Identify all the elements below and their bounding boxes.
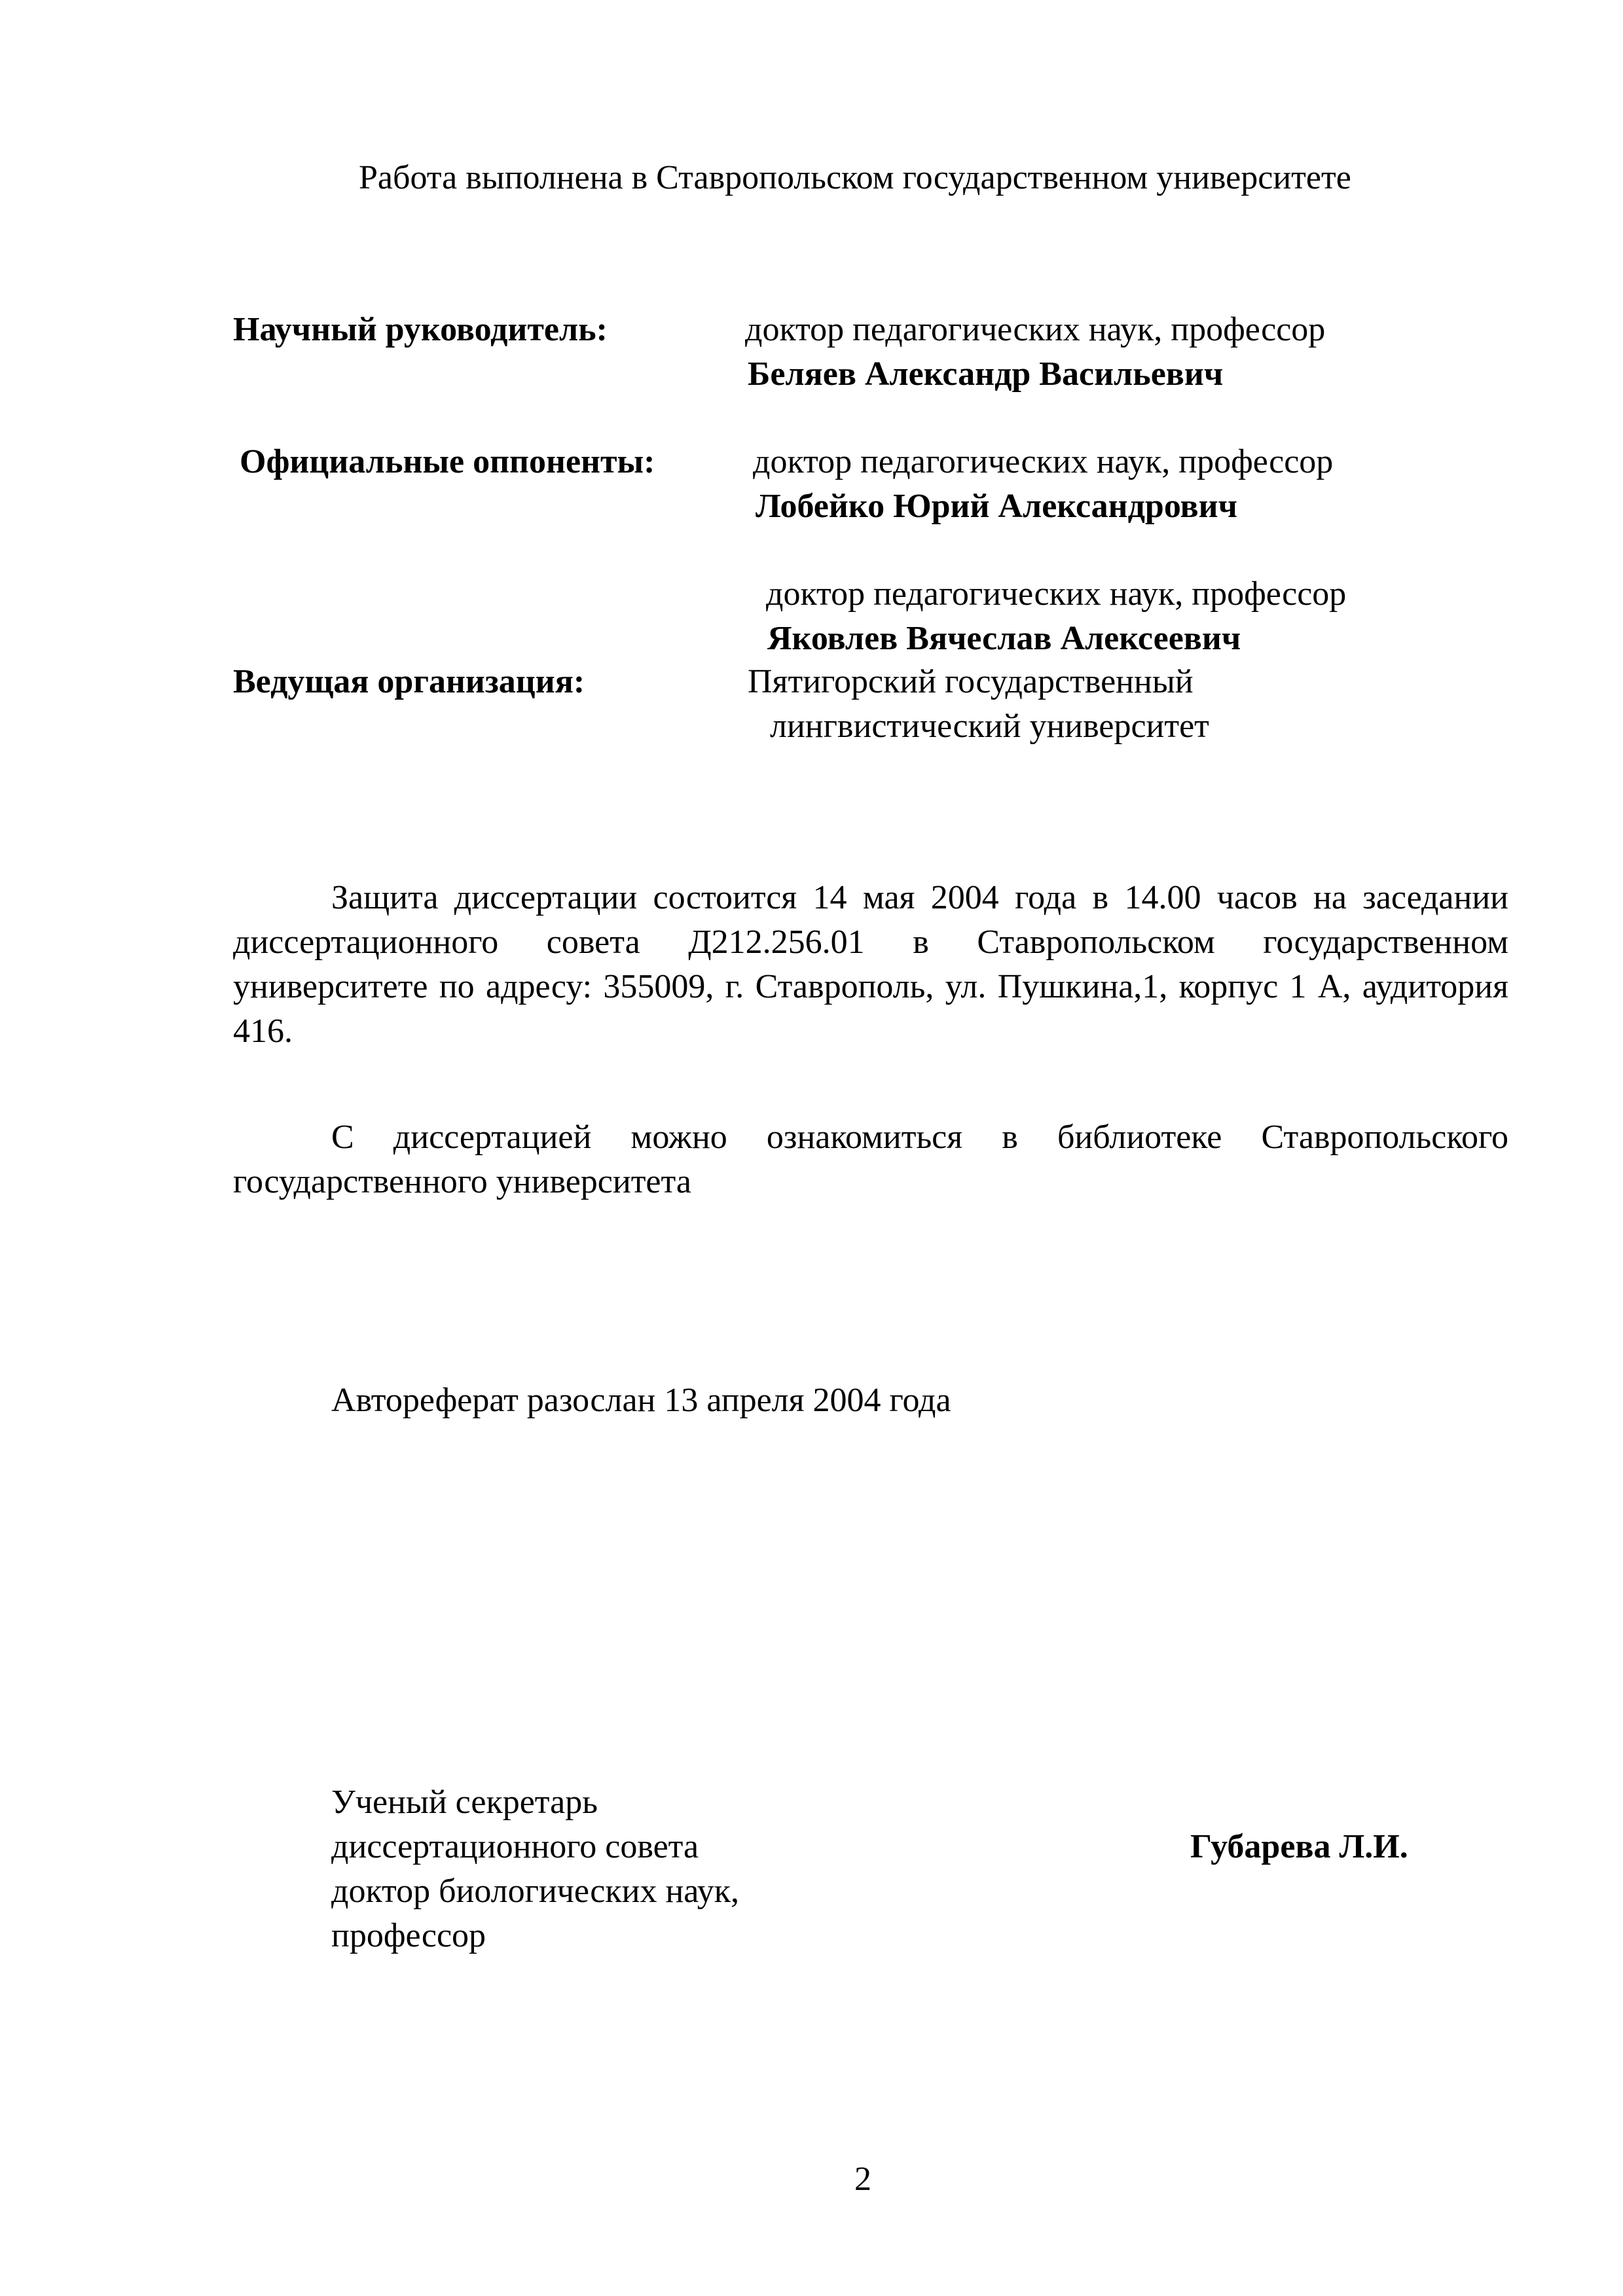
opponent-1-name: Лобейко Юрий Александрович	[756, 488, 1237, 525]
opponent-1-title: доктор педагогических наук, профессор	[753, 443, 1334, 480]
supervisor-title: доктор педагогических наук, профессор	[745, 311, 1326, 348]
page-number: 2	[854, 2161, 871, 2198]
secretary-line3: доктор биологических наук,	[331, 1873, 740, 1910]
library-paragraph	[233, 1115, 1508, 1204]
leading-org-line1: Пятигорский государственный	[748, 663, 1194, 700]
secretary-line1: Ученый секретарь	[331, 1784, 598, 1821]
secretary-line4: профессор	[331, 1917, 486, 1954]
defense-text: Защита диссертации состоится 14 мая 2004 года в 14.00 часов на заседании диссертационного совета Д212.256.01 в Ставропольском государственном университете по адресу: 355009, г. Ставрополь, ул. Пушкина,1, корпус 1 А, аудитория 416.	[233, 879, 1508, 1050]
supervisor-name: Беляев Александр Васильевич	[748, 355, 1224, 393]
header-text: Работа выполнена в Ставропольском государственном университете	[359, 159, 1351, 196]
defense-paragraph	[233, 876, 1508, 1054]
opponent-2-title: доктор педагогических наук, профессор	[766, 575, 1347, 613]
secretary-block	[331, 1780, 739, 1958]
leading-org-label: Ведущая организация:	[233, 663, 585, 700]
supervisor-label: Научный руководитель:	[233, 311, 608, 348]
leading-org-line2: лингвистический университет	[770, 708, 1209, 745]
opponents-label: Официальные оппоненты:	[240, 443, 655, 480]
opponent-2-name: Яковлев Вячеслав Алексеевич	[767, 620, 1241, 657]
secretary-name: Губарева Л.И.	[1190, 1828, 1408, 1865]
library-text: С диссертацией можно ознакомиться в библиотеке Ставропольского государственного университета	[233, 1119, 1508, 1200]
mailing-text: Автореферат разослан 13 апреля 2004 года	[331, 1382, 951, 1419]
secretary-line2: диссертационного совета	[331, 1828, 699, 1865]
